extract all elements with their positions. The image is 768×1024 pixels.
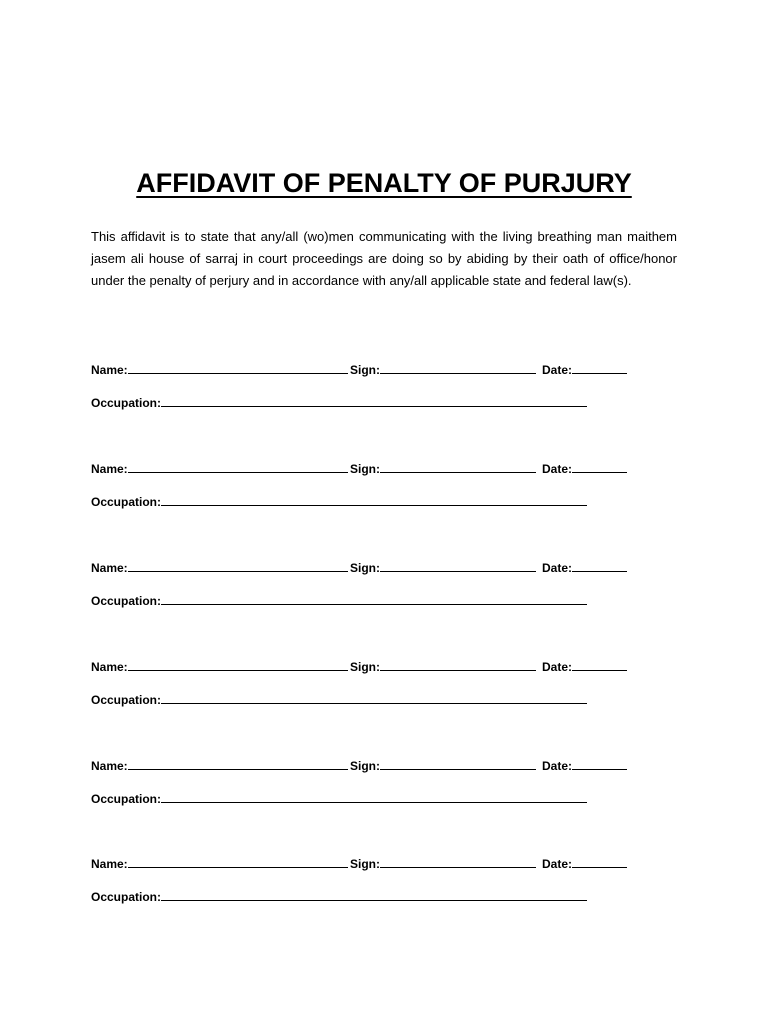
occupation-label: Occupation: (91, 396, 162, 410)
sign-field[interactable] (350, 363, 536, 377)
name-blank[interactable] (128, 866, 348, 868)
signatory-entry (91, 363, 651, 413)
sign-label: Sign: (350, 660, 380, 674)
signatory-entry (91, 462, 651, 512)
occupation-label: Occupation: (91, 693, 162, 707)
occupation-label: Occupation: (91, 792, 162, 806)
sign-blank[interactable] (380, 372, 536, 374)
date-field[interactable] (542, 363, 627, 377)
sign-blank[interactable] (380, 669, 536, 671)
date-blank[interactable] (572, 372, 627, 374)
occupation-blank[interactable] (161, 899, 587, 901)
name-label: Name: (91, 857, 128, 871)
date-field[interactable] (542, 660, 627, 674)
date-blank[interactable] (572, 768, 627, 770)
name-label: Name: (91, 363, 128, 377)
signatory-entry (91, 857, 651, 907)
name-blank[interactable] (128, 570, 348, 572)
date-blank[interactable] (572, 471, 627, 473)
occupation-label: Occupation: (91, 495, 162, 509)
date-field[interactable] (542, 857, 627, 871)
signatory-entry (91, 561, 651, 611)
name-blank[interactable] (128, 768, 348, 770)
name-label: Name: (91, 561, 128, 575)
occupation-field[interactable] (91, 495, 651, 512)
name-field[interactable] (91, 561, 348, 575)
signatory-entry (91, 660, 651, 710)
sign-label: Sign: (350, 363, 380, 377)
name-field[interactable] (91, 363, 348, 377)
name-field[interactable] (91, 857, 348, 871)
occupation-blank[interactable] (161, 603, 587, 605)
occupation-field[interactable] (91, 693, 651, 710)
occupation-label: Occupation: (91, 890, 162, 904)
sign-blank[interactable] (380, 570, 536, 572)
occupation-field[interactable] (91, 396, 651, 413)
sign-label: Sign: (350, 462, 380, 476)
occupation-blank[interactable] (161, 801, 587, 803)
sign-field[interactable] (350, 462, 536, 476)
date-label: Date: (542, 857, 573, 871)
date-label: Date: (542, 759, 573, 773)
name-field[interactable] (91, 462, 348, 476)
sign-blank[interactable] (380, 866, 536, 868)
sign-blank[interactable] (380, 471, 536, 473)
occupation-label: Occupation: (91, 594, 162, 608)
sign-label: Sign: (350, 561, 380, 575)
date-label: Date: (542, 561, 573, 575)
name-field[interactable] (91, 759, 348, 773)
date-label: Date: (542, 363, 573, 377)
name-blank[interactable] (128, 471, 348, 473)
date-blank[interactable] (572, 570, 627, 572)
occupation-field[interactable] (91, 792, 651, 809)
name-label: Name: (91, 462, 128, 476)
occupation-blank[interactable] (161, 504, 587, 506)
date-field[interactable] (542, 462, 627, 476)
name-label: Name: (91, 660, 128, 674)
date-label: Date: (542, 660, 573, 674)
occupation-blank[interactable] (161, 405, 587, 407)
document-title: AFFIDAVIT OF PENALTY OF PURJURY (136, 168, 632, 198)
date-label: Date: (542, 462, 573, 476)
date-blank[interactable] (572, 866, 627, 868)
name-blank[interactable] (128, 372, 348, 374)
sign-blank[interactable] (380, 768, 536, 770)
signatory-entry (91, 759, 651, 809)
sign-field[interactable] (350, 561, 536, 575)
date-field[interactable] (542, 561, 627, 575)
sign-field[interactable] (350, 660, 536, 674)
sign-label: Sign: (350, 857, 380, 871)
name-blank[interactable] (128, 669, 348, 671)
name-field[interactable] (91, 660, 348, 674)
occupation-blank[interactable] (161, 702, 587, 704)
affidavit-statement: This affidavit is to state that any/all (wo)men communicating with the living breathing man maithem jasem ali house of sarraj in court proceedings are doing so by abiding by their oath of office/honor under the penalty of perjury and in accordance with any/all applicable state and federal law(s). (91, 229, 677, 288)
occupation-field[interactable] (91, 594, 651, 611)
sign-field[interactable] (350, 857, 536, 871)
name-label: Name: (91, 759, 128, 773)
date-field[interactable] (542, 759, 627, 773)
sign-field[interactable] (350, 759, 536, 773)
date-blank[interactable] (572, 669, 627, 671)
sign-label: Sign: (350, 759, 380, 773)
occupation-field[interactable] (91, 890, 651, 907)
